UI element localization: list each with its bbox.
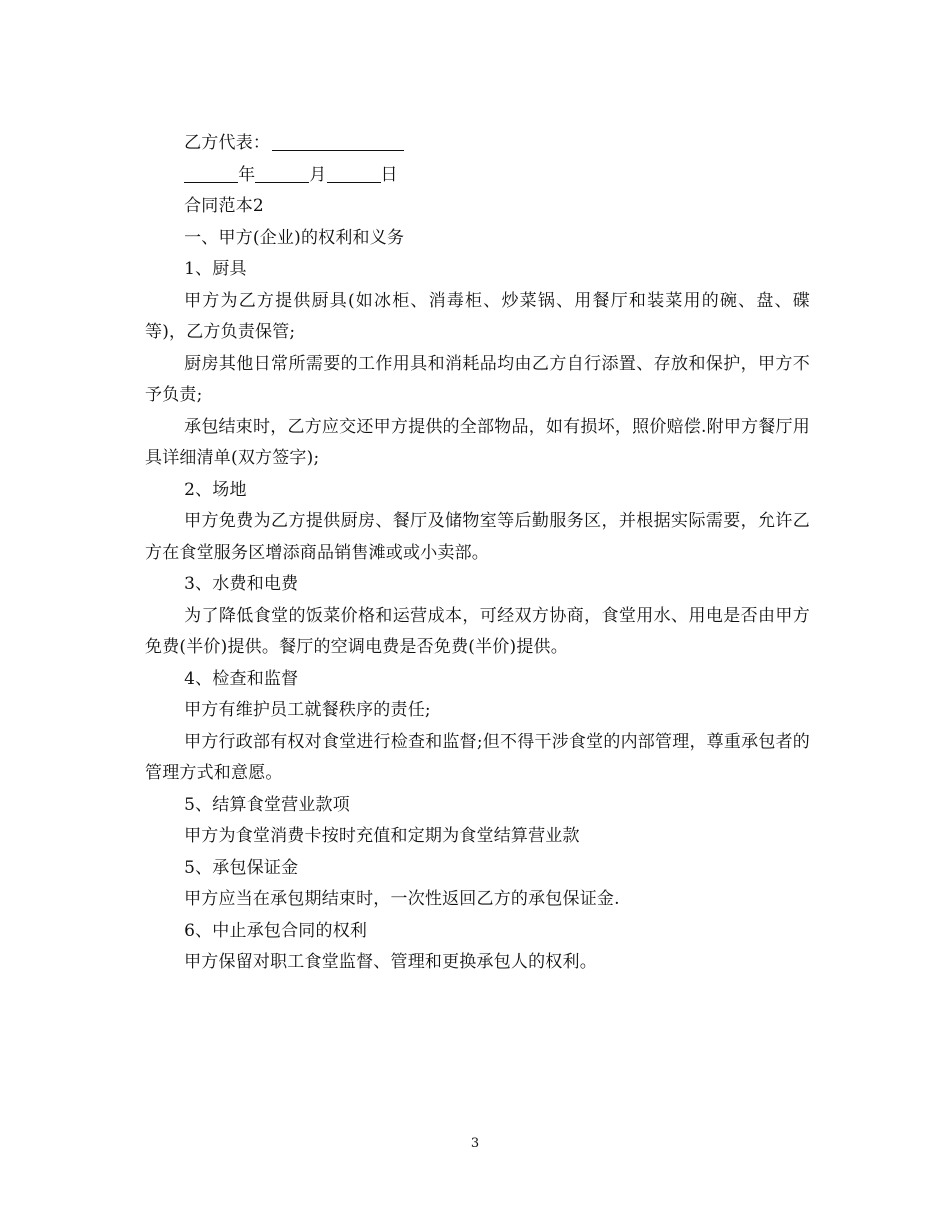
signature-blank [272,149,404,151]
date-month-label: 月 [309,164,327,185]
section-one-heading: 一、甲方(企业)的权利和义务 [184,227,405,248]
contract-title: 合同范本2 [184,196,264,216]
item-heading-kitchenware: 1、厨具 [184,259,247,279]
item-paragraph: 为了降低食堂的饭菜价格和运营成本，可经双方协商，食堂用水、用电是否由甲方免费(半价)提供。餐厅的空调电费是否免费(半价)提供。 [145,605,810,657]
date-day-label: 日 [380,164,398,185]
item-paragraph: 甲方为乙方提供厨具(如冰柜、消毒柜、炒菜锅、用餐厅和装菜用的碗、盘、碟等)，乙方负责保管; [145,290,810,342]
item-paragraph: 甲方为食堂消费卡按时充值和定期为食堂结算营业款 [184,826,580,846]
date-year-label: 年 [238,164,256,185]
item-paragraph: 甲方免费为乙方提供厨房、餐厅及储物室等后勤服务区，并根据实际需要，允许乙方在食堂服务区增添商品销售滩或或小卖部。 [145,511,810,563]
item-paragraph: 甲方有维护员工就餐秩序的责任; [184,700,431,720]
page-number: 3 [470,1136,480,1151]
item-paragraph: 承包结束时，乙方应交还甲方提供的全部物品，如有损坏，照价赔偿.附甲方餐厅用具详细清单(双方签字); [145,416,810,468]
day-blank [327,181,381,183]
year-blank [184,181,238,183]
party-b-rep-label: 乙方代表： [184,133,271,153]
item-heading-inspection: 4、检查和监督 [184,668,299,689]
item-heading-premises: 2、场地 [184,479,247,500]
item-heading-utilities: 3、水费和电费 [184,574,299,594]
month-blank [255,181,309,183]
item-paragraph: 甲方行政部有权对食堂进行检查和监督;但不得干涉食堂的内部管理，尊重承包者的管理方式和意愿。 [145,731,810,783]
item-heading-termination: 6、中止承包合同的权利 [184,920,368,941]
item-heading-settlement: 5、结算食堂营业款项 [184,794,350,815]
document-body [145,128,810,979]
date-line [145,160,810,192]
item-paragraph: 厨房其他日常所需要的工作用具和消耗品均由乙方自行添置、存放和保护，甲方不予负责; [145,353,810,405]
party-b-representative-line [145,128,810,160]
item-heading-deposit: 5、承包保证金 [184,857,299,878]
item-paragraph: 甲方保留对职工食堂监督、管理和更换承包人的权利。 [184,952,597,972]
item-paragraph: 甲方应当在承包期结束时，一次性返回乙方的承包保证金. [184,889,620,909]
